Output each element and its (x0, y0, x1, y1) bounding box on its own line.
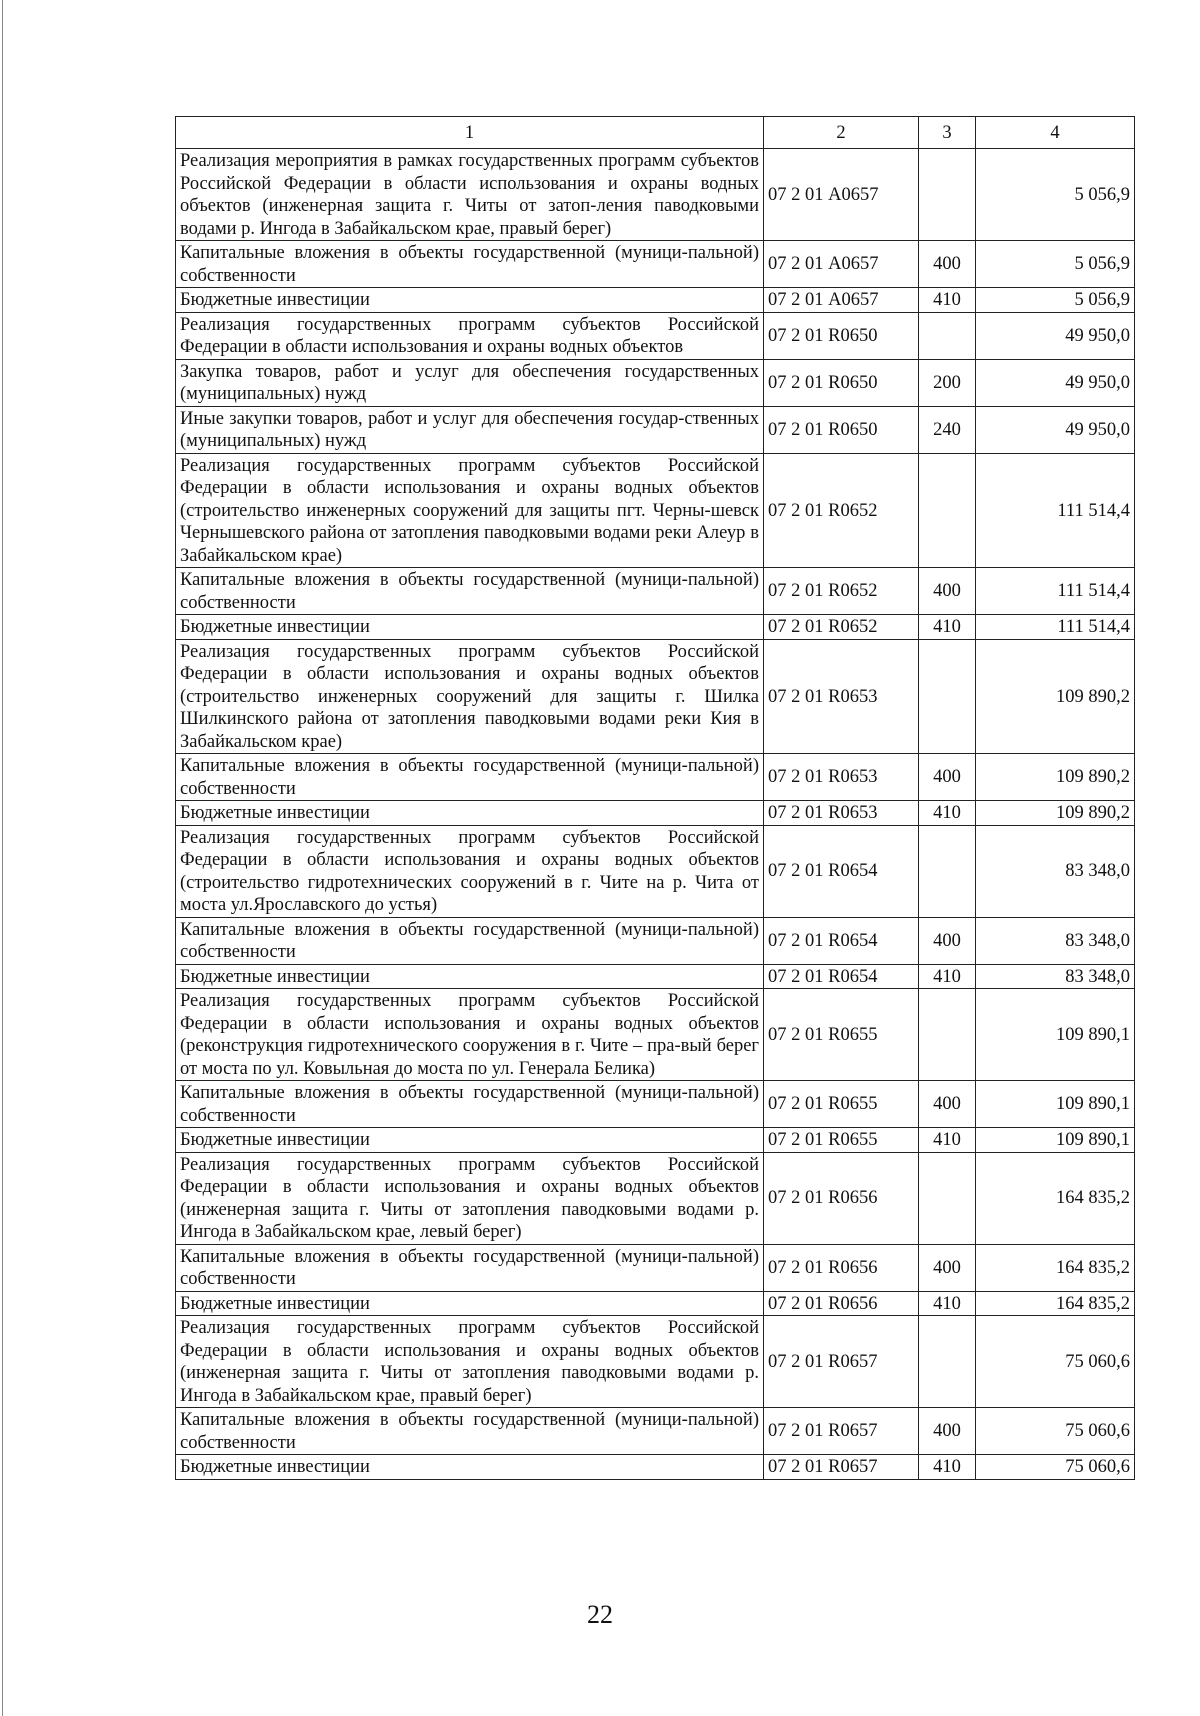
table-body (176, 149, 1135, 1480)
table-row (176, 406, 1135, 453)
row-name: Иные закупки товаров, работ и услуг для обеспечения государ-ственных (муниципальных) нужд (176, 406, 764, 453)
row-sum: 49 950,0 (976, 359, 1135, 406)
table-row (176, 917, 1135, 964)
header-col-1: 1 (176, 117, 764, 149)
row-name: Реализация государственных программ субъектов Российской Федерации в области использования и охраны водных объектов (176, 312, 764, 359)
row-name: Капитальные вложения в объекты государственной (муници-пальной) собственности (176, 1081, 764, 1128)
page-number: 22 (587, 1600, 613, 1629)
table-row (176, 639, 1135, 754)
row-name: Бюджетные инвестиции (176, 1455, 764, 1480)
row-sum: 164 835,2 (976, 1152, 1135, 1244)
row-name: Капитальные вложения в объекты государственной (муници-пальной) собственности (176, 241, 764, 288)
row-sum: 75 060,6 (976, 1316, 1135, 1408)
row-expense-type: 400 (919, 1081, 976, 1128)
row-sum: 164 835,2 (976, 1291, 1135, 1316)
table-row (176, 1128, 1135, 1153)
row-code: 07 2 01 R0656 (764, 1152, 919, 1244)
row-sum: 75 060,6 (976, 1408, 1135, 1455)
table-row (176, 801, 1135, 826)
table-row (176, 1152, 1135, 1244)
table-row (176, 989, 1135, 1081)
table-row (176, 1316, 1135, 1408)
table-row (176, 964, 1135, 989)
row-sum: 5 056,9 (976, 241, 1135, 288)
row-code: 07 2 01 R0654 (764, 825, 919, 917)
row-sum: 49 950,0 (976, 312, 1135, 359)
row-expense-type (919, 1316, 976, 1408)
row-expense-type: 410 (919, 964, 976, 989)
row-sum: 111 514,4 (976, 568, 1135, 615)
row-sum: 111 514,4 (976, 453, 1135, 568)
row-name: Реализация государственных программ субъектов Российской Федерации в области использования и охраны водных объектов (строительство инженерных сооружений для защиты пгт. Черны-шевск Чернышевского района от затопления паводковыми водами реки Алеур в Забайкальском крае) (176, 453, 764, 568)
row-code: 07 2 01 R0652 (764, 615, 919, 640)
row-code: 07 2 01 А0657 (764, 241, 919, 288)
row-code: 07 2 01 R0654 (764, 917, 919, 964)
row-expense-type: 410 (919, 1128, 976, 1153)
budget-table (175, 116, 1135, 1480)
row-expense-type: 410 (919, 801, 976, 826)
row-name: Закупка товаров, работ и услуг для обеспечения государственных (муниципальных) нужд (176, 359, 764, 406)
header-col-3: 3 (919, 117, 976, 149)
row-expense-type: 410 (919, 288, 976, 313)
header-col-4: 4 (976, 117, 1135, 149)
row-expense-type: 400 (919, 568, 976, 615)
table-header-row (176, 117, 1135, 149)
row-expense-type (919, 825, 976, 917)
row-code: 07 2 01 R0653 (764, 801, 919, 826)
row-code: 07 2 01 R0657 (764, 1408, 919, 1455)
table-row (176, 754, 1135, 801)
table-row (176, 568, 1135, 615)
row-code: 07 2 01 R0655 (764, 989, 919, 1081)
row-name: Капитальные вложения в объекты государственной (муници-пальной) собственности (176, 917, 764, 964)
row-sum: 109 890,1 (976, 989, 1135, 1081)
row-name: Капитальные вложения в объекты государственной (муници-пальной) собственности (176, 1408, 764, 1455)
row-code: 07 2 01 R0650 (764, 406, 919, 453)
row-code: 07 2 01 R0650 (764, 359, 919, 406)
row-expense-type: 400 (919, 241, 976, 288)
row-sum: 83 348,0 (976, 917, 1135, 964)
row-code: 07 2 01 R0652 (764, 453, 919, 568)
row-expense-type: 200 (919, 359, 976, 406)
row-name: Бюджетные инвестиции (176, 615, 764, 640)
row-name: Реализация государственных программ субъектов Российской Федерации в области использования и охраны водных объектов (строительство гидротехнических сооружений в г. Чите на р. Чита от моста ул.Ярославского до устья) (176, 825, 764, 917)
table-row (176, 312, 1135, 359)
row-code: 07 2 01 R0657 (764, 1316, 919, 1408)
row-name: Реализация государственных программ субъектов Российской Федерации в области использования и охраны водных объектов (инженерная защита г. Читы от затопления паводковыми водами р. Ингода в Забайкальском крае, левый берег) (176, 1152, 764, 1244)
table-row (176, 241, 1135, 288)
row-sum: 5 056,9 (976, 288, 1135, 313)
row-name: Бюджетные инвестиции (176, 1128, 764, 1153)
row-name: Капитальные вложения в объекты государственной (муници-пальной) собственности (176, 754, 764, 801)
row-code: 07 2 01 R0650 (764, 312, 919, 359)
row-sum: 109 890,2 (976, 801, 1135, 826)
table-row (176, 288, 1135, 313)
table-row (176, 1081, 1135, 1128)
row-sum: 109 890,1 (976, 1128, 1135, 1153)
row-expense-type (919, 989, 976, 1081)
row-sum: 49 950,0 (976, 406, 1135, 453)
row-code: 07 2 01 А0657 (764, 149, 919, 241)
row-name: Бюджетные инвестиции (176, 801, 764, 826)
row-sum: 109 890,2 (976, 639, 1135, 754)
row-sum: 109 890,2 (976, 754, 1135, 801)
row-sum: 83 348,0 (976, 964, 1135, 989)
row-name: Капитальные вложения в объекты государственной (муници-пальной) собственности (176, 568, 764, 615)
table-row (176, 1455, 1135, 1480)
row-expense-type (919, 149, 976, 241)
row-expense-type: 240 (919, 406, 976, 453)
row-name: Реализация мероприятия в рамках государственных программ субъектов Российской Федерации в области использования и охраны водных объектов (инженерная защита г. Читы от затоп-ления паводковыми водами р. Ингода в Забайкальском крае, правый берег) (176, 149, 764, 241)
row-expense-type: 410 (919, 1291, 976, 1316)
row-name: Бюджетные инвестиции (176, 288, 764, 313)
row-sum: 83 348,0 (976, 825, 1135, 917)
row-code: 07 2 01 R0656 (764, 1291, 919, 1316)
row-code: 07 2 01 R0653 (764, 639, 919, 754)
row-code: 07 2 01 R0652 (764, 568, 919, 615)
row-sum: 164 835,2 (976, 1244, 1135, 1291)
table-row (176, 149, 1135, 241)
row-expense-type: 400 (919, 754, 976, 801)
scan-edge-line (2, 0, 3, 1716)
row-code: 07 2 01 R0653 (764, 754, 919, 801)
row-code: 07 2 01 А0657 (764, 288, 919, 313)
table-row (176, 1244, 1135, 1291)
row-name: Реализация государственных программ субъектов Российской Федерации в области использования и охраны водных объектов (строительство инженерных сооружений для защиты г. Шилка Шилкинского района от затопления паводковыми водами реки Кия в Забайкальском крае) (176, 639, 764, 754)
row-code: 07 2 01 R0655 (764, 1128, 919, 1153)
row-name: Капитальные вложения в объекты государственной (муници-пальной) собственности (176, 1244, 764, 1291)
row-sum: 111 514,4 (976, 615, 1135, 640)
row-expense-type: 410 (919, 615, 976, 640)
table-row (176, 1291, 1135, 1316)
table-row (176, 615, 1135, 640)
row-name: Бюджетные инвестиции (176, 964, 764, 989)
row-expense-type (919, 312, 976, 359)
row-code: 07 2 01 R0654 (764, 964, 919, 989)
row-expense-type: 400 (919, 1244, 976, 1291)
row-expense-type: 400 (919, 917, 976, 964)
table-row (176, 453, 1135, 568)
row-code: 07 2 01 R0656 (764, 1244, 919, 1291)
row-code: 07 2 01 R0655 (764, 1081, 919, 1128)
row-expense-type (919, 1152, 976, 1244)
row-sum: 109 890,1 (976, 1081, 1135, 1128)
row-name: Бюджетные инвестиции (176, 1291, 764, 1316)
row-expense-type: 400 (919, 1408, 976, 1455)
row-name: Реализация государственных программ субъектов Российской Федерации в области использования и охраны водных объектов (инженерная защита г. Читы от затопления паводковыми водами р. Ингода в Забайкальском крае, правый берег) (176, 1316, 764, 1408)
row-sum: 75 060,6 (976, 1455, 1135, 1480)
row-expense-type (919, 639, 976, 754)
row-expense-type (919, 453, 976, 568)
row-code: 07 2 01 R0657 (764, 1455, 919, 1480)
row-expense-type: 410 (919, 1455, 976, 1480)
header-col-2: 2 (764, 117, 919, 149)
table-row (176, 1408, 1135, 1455)
table-row (176, 825, 1135, 917)
row-sum: 5 056,9 (976, 149, 1135, 241)
row-name: Реализация государственных программ субъектов Российской Федерации в области использования и охраны водных объектов (реконструкция гидротехнического сооружения в г. Чите – пра-вый берег от моста по ул. Ковыльная до моста по ул. Генерала Белика) (176, 989, 764, 1081)
table-row (176, 359, 1135, 406)
